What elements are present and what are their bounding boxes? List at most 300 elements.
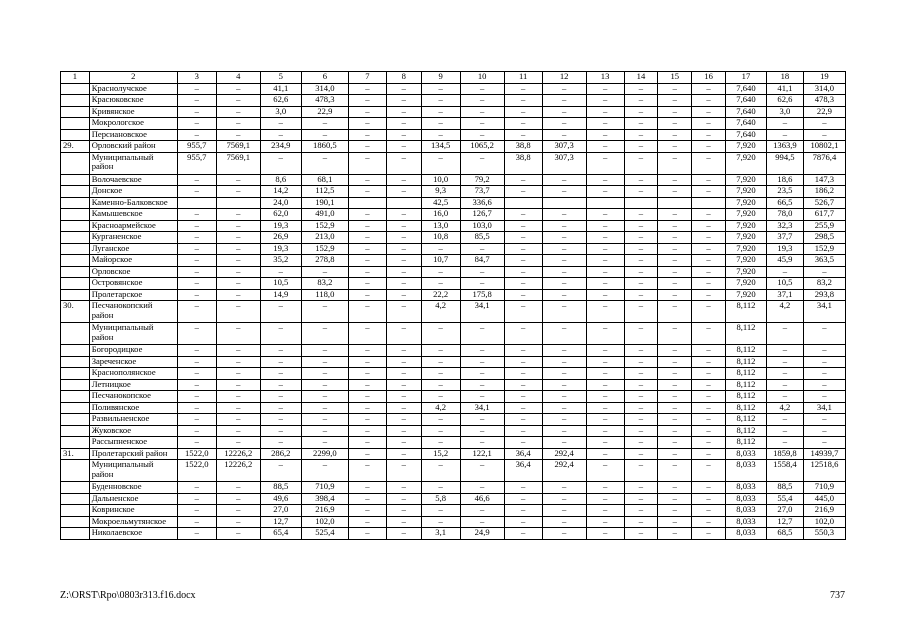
row-name: Муниципальный район <box>89 460 177 482</box>
table-cell: – <box>542 255 586 267</box>
table-cell: 10802,1 <box>803 141 845 153</box>
table-cell: – <box>586 266 624 278</box>
table-cell: – <box>586 356 624 368</box>
table-row <box>61 186 846 198</box>
table-cell: – <box>542 391 586 403</box>
table-cell: 955,7 <box>177 152 216 174</box>
table-cell: – <box>542 220 586 232</box>
table-row <box>61 243 846 255</box>
table-row <box>61 402 846 414</box>
table-cell: – <box>460 505 504 517</box>
table-cell: – <box>542 209 586 221</box>
header-cell: 7 <box>348 72 386 84</box>
table-cell: – <box>216 528 260 540</box>
table-cell: – <box>177 356 216 368</box>
row-name: Муниципальный район <box>89 323 177 345</box>
table-cell: 186,2 <box>803 186 845 198</box>
row-number <box>61 356 90 368</box>
row-number <box>61 482 90 494</box>
table-cell: 3,1 <box>421 528 460 540</box>
table-cell: – <box>692 505 726 517</box>
table-cell: – <box>177 437 216 449</box>
row-name: Курганенское <box>89 232 177 244</box>
table-cell: – <box>658 379 692 391</box>
table-cell: – <box>803 323 845 345</box>
table-cell: – <box>504 289 542 301</box>
table-cell: – <box>803 129 845 141</box>
table-cell: – <box>386 345 421 357</box>
table-cell: – <box>386 505 421 517</box>
table-cell: – <box>624 460 658 482</box>
table-cell: – <box>504 379 542 391</box>
table-cell: – <box>216 301 260 323</box>
table-cell: – <box>421 266 460 278</box>
table-cell: – <box>177 482 216 494</box>
table-cell: – <box>177 425 216 437</box>
table-cell: 83,2 <box>803 278 845 290</box>
table-cell: – <box>692 301 726 323</box>
table-row <box>61 141 846 153</box>
table-cell: – <box>542 482 586 494</box>
table-cell: – <box>386 278 421 290</box>
table-cell: – <box>348 278 386 290</box>
table-cell <box>386 197 421 209</box>
data-table <box>60 71 846 540</box>
row-name: Зареченское <box>89 356 177 368</box>
table-cell: – <box>301 301 348 323</box>
table-cell: – <box>624 482 658 494</box>
table-cell: – <box>421 118 460 130</box>
row-number <box>61 209 90 221</box>
table-cell: 8,033 <box>725 493 766 505</box>
table-cell: – <box>504 425 542 437</box>
table-cell: – <box>658 391 692 403</box>
row-number <box>61 425 90 437</box>
table-cell: – <box>348 174 386 186</box>
table-cell: – <box>386 174 421 186</box>
table-cell: 14,9 <box>260 289 301 301</box>
table-cell: – <box>586 220 624 232</box>
table-cell: – <box>658 460 692 482</box>
table-cell <box>658 197 692 209</box>
table-cell: – <box>586 174 624 186</box>
table-cell: – <box>460 118 504 130</box>
table-cell: 7,640 <box>725 106 766 118</box>
table-cell: – <box>542 356 586 368</box>
table-cell: 7,920 <box>725 186 766 198</box>
table-cell: 298,5 <box>803 232 845 244</box>
table-cell: – <box>624 437 658 449</box>
header-cell: 17 <box>725 72 766 84</box>
table-cell: – <box>177 129 216 141</box>
table-cell: – <box>386 118 421 130</box>
row-name: Николаевское <box>89 528 177 540</box>
table-cell: – <box>692 106 726 118</box>
row-number <box>61 95 90 107</box>
table-cell: – <box>586 505 624 517</box>
table-cell: – <box>386 289 421 301</box>
table-cell: – <box>658 174 692 186</box>
table-cell: 7,920 <box>725 243 766 255</box>
table-cell: – <box>216 414 260 426</box>
table-cell: – <box>177 174 216 186</box>
table-cell: 12,7 <box>260 516 301 528</box>
table-cell: 8,033 <box>725 516 766 528</box>
table-cell: – <box>504 209 542 221</box>
table-cell: 23,5 <box>766 186 803 198</box>
table-cell: – <box>460 152 504 174</box>
table-cell: 445,0 <box>803 493 845 505</box>
table-cell: – <box>460 83 504 95</box>
table-cell: 12226,2 <box>216 460 260 482</box>
table-cell: – <box>658 129 692 141</box>
table-cell: – <box>386 368 421 380</box>
table-cell: – <box>692 186 726 198</box>
row-number <box>61 278 90 290</box>
table-cell: – <box>624 129 658 141</box>
row-number <box>61 289 90 301</box>
table-cell: – <box>658 301 692 323</box>
table-cell: – <box>386 448 421 460</box>
table-cell: – <box>386 323 421 345</box>
table-cell: 37,1 <box>766 289 803 301</box>
table-cell: 7,920 <box>725 266 766 278</box>
table-cell: – <box>542 368 586 380</box>
table-cell: – <box>586 460 624 482</box>
table-cell: – <box>216 174 260 186</box>
table-cell: – <box>216 129 260 141</box>
table-cell: – <box>421 379 460 391</box>
table-cell: – <box>260 118 301 130</box>
table-cell: 8,112 <box>725 368 766 380</box>
table-cell: – <box>586 129 624 141</box>
table-cell: 7,920 <box>725 209 766 221</box>
header-cell: 12 <box>542 72 586 84</box>
table-cell: – <box>692 391 726 403</box>
table-cell: 88,5 <box>260 482 301 494</box>
table-cell: 126,7 <box>460 209 504 221</box>
table-cell: – <box>504 505 542 517</box>
table-cell: – <box>504 368 542 380</box>
table-cell: – <box>177 505 216 517</box>
table-cell: – <box>658 278 692 290</box>
table-row <box>61 356 846 368</box>
table-cell: – <box>624 174 658 186</box>
table-cell: – <box>216 437 260 449</box>
table-cell: 213,0 <box>301 232 348 244</box>
table-cell: – <box>504 278 542 290</box>
table-cell: – <box>260 356 301 368</box>
row-name: Пролетарский район <box>89 448 177 460</box>
row-number <box>61 528 90 540</box>
table-cell: – <box>542 379 586 391</box>
row-name: Летницкое <box>89 379 177 391</box>
row-number <box>61 255 90 267</box>
table-cell: – <box>624 141 658 153</box>
table-cell: 7,920 <box>725 141 766 153</box>
table-cell: 3,0 <box>260 106 301 118</box>
table-cell: – <box>348 141 386 153</box>
table-cell: – <box>542 345 586 357</box>
table-cell: – <box>421 482 460 494</box>
table-cell: – <box>216 425 260 437</box>
table-cell: 478,3 <box>803 95 845 107</box>
table-cell: – <box>386 141 421 153</box>
table-cell: – <box>421 106 460 118</box>
table-cell: – <box>348 437 386 449</box>
table-cell: – <box>586 414 624 426</box>
table-cell: – <box>658 425 692 437</box>
table-cell: – <box>586 448 624 460</box>
table-cell: 4,2 <box>766 402 803 414</box>
header-cell: 2 <box>89 72 177 84</box>
table-cell: – <box>586 186 624 198</box>
table-cell: – <box>766 379 803 391</box>
table-cell: – <box>504 186 542 198</box>
table-cell: 255,9 <box>803 220 845 232</box>
table-cell: – <box>586 255 624 267</box>
table-cell: – <box>658 402 692 414</box>
table-cell: – <box>301 379 348 391</box>
table-cell: – <box>216 379 260 391</box>
table-cell: 7,640 <box>725 118 766 130</box>
table-cell: 38,8 <box>504 152 542 174</box>
table-cell: 336,6 <box>460 197 504 209</box>
table-cell: – <box>216 106 260 118</box>
table-cell: – <box>542 243 586 255</box>
table-cell: – <box>216 345 260 357</box>
table-cell: – <box>658 220 692 232</box>
table-cell: – <box>348 402 386 414</box>
table-cell: – <box>658 83 692 95</box>
table-cell: – <box>260 345 301 357</box>
table-cell <box>586 197 624 209</box>
table-cell: – <box>658 482 692 494</box>
table-cell: – <box>542 414 586 426</box>
footer-page-number: 737 <box>830 590 845 601</box>
table-cell: – <box>692 118 726 130</box>
table-cell: – <box>504 83 542 95</box>
row-name: Ковринское <box>89 505 177 517</box>
table-cell: – <box>542 425 586 437</box>
table-cell: 37,7 <box>766 232 803 244</box>
table-cell: – <box>177 301 216 323</box>
table-cell: – <box>692 414 726 426</box>
row-number <box>61 368 90 380</box>
table-cell: – <box>216 186 260 198</box>
table-cell: – <box>766 345 803 357</box>
table-cell: – <box>586 83 624 95</box>
table-cell: – <box>348 266 386 278</box>
header-cell: 13 <box>586 72 624 84</box>
table-cell: – <box>692 437 726 449</box>
table-cell: – <box>504 232 542 244</box>
table-cell: – <box>177 255 216 267</box>
table-cell: – <box>504 129 542 141</box>
row-name: Красюковское <box>89 95 177 107</box>
table-cell: – <box>624 266 658 278</box>
table-cell: 38,8 <box>504 141 542 153</box>
table-cell: – <box>624 152 658 174</box>
table-cell: – <box>216 83 260 95</box>
table-cell: – <box>177 118 216 130</box>
table-cell: 46,6 <box>460 493 504 505</box>
table-cell: – <box>216 516 260 528</box>
table-cell: – <box>301 402 348 414</box>
table-cell: – <box>260 152 301 174</box>
table-cell: 65,4 <box>260 528 301 540</box>
table-cell: – <box>301 356 348 368</box>
table-cell: 7,920 <box>725 232 766 244</box>
table-cell: – <box>301 414 348 426</box>
table-cell: – <box>586 243 624 255</box>
table-cell: – <box>216 368 260 380</box>
table-cell: – <box>421 368 460 380</box>
table-cell: 8,112 <box>725 414 766 426</box>
table-row <box>61 255 846 267</box>
table-cell: – <box>177 323 216 345</box>
table-cell: – <box>504 414 542 426</box>
table-cell: – <box>348 493 386 505</box>
table-cell: – <box>658 266 692 278</box>
table-cell: – <box>460 437 504 449</box>
table-cell: – <box>692 493 726 505</box>
table-cell: – <box>692 220 726 232</box>
table-cell: – <box>542 505 586 517</box>
table-cell: – <box>624 106 658 118</box>
table-row <box>61 448 846 460</box>
table-cell: – <box>460 243 504 255</box>
table-cell: – <box>460 323 504 345</box>
table-cell: – <box>177 266 216 278</box>
table-cell: – <box>542 437 586 449</box>
table-cell: – <box>386 528 421 540</box>
row-number <box>61 345 90 357</box>
table-cell: 8,033 <box>725 528 766 540</box>
table-cell: – <box>504 106 542 118</box>
table-row <box>61 482 846 494</box>
table-cell: – <box>624 402 658 414</box>
table-cell: – <box>766 266 803 278</box>
table-cell: – <box>542 289 586 301</box>
table-cell: – <box>301 323 348 345</box>
table-row <box>61 118 846 130</box>
table-cell: 45,9 <box>766 255 803 267</box>
table-cell: 8,112 <box>725 379 766 391</box>
table-cell: 7569,1 <box>216 141 260 153</box>
table-cell: – <box>348 95 386 107</box>
table-cell: – <box>658 356 692 368</box>
table-cell: – <box>624 289 658 301</box>
table-cell: – <box>692 174 726 186</box>
table-cell: 14939,7 <box>803 448 845 460</box>
table-cell: 8,033 <box>725 505 766 517</box>
table-cell: – <box>504 528 542 540</box>
table-cell: – <box>624 493 658 505</box>
table-cell: – <box>624 83 658 95</box>
table-cell: – <box>386 460 421 482</box>
table-cell: – <box>348 379 386 391</box>
footer-file-path: Z:\ORST\Rpo\0803r313.f16.docx <box>60 590 196 601</box>
table-cell: 7,920 <box>725 278 766 290</box>
table-cell: – <box>460 425 504 437</box>
table-cell: – <box>586 232 624 244</box>
table-cell: – <box>460 414 504 426</box>
table-cell: 617,7 <box>803 209 845 221</box>
table-cell: – <box>421 414 460 426</box>
table-cell: – <box>421 516 460 528</box>
table-cell: – <box>624 528 658 540</box>
table-cell: – <box>386 83 421 95</box>
table-cell: 14,2 <box>260 186 301 198</box>
table-cell: 3,0 <box>766 106 803 118</box>
table-cell: – <box>803 379 845 391</box>
table-cell: 12,7 <box>766 516 803 528</box>
table-cell: 286,2 <box>260 448 301 460</box>
table-cell: – <box>542 118 586 130</box>
table-row <box>61 301 846 323</box>
table-cell: – <box>460 129 504 141</box>
table-cell: 216,9 <box>301 505 348 517</box>
row-number <box>61 174 90 186</box>
table-cell <box>692 197 726 209</box>
table-cell: – <box>348 129 386 141</box>
table-cell: – <box>504 356 542 368</box>
table-row <box>61 493 846 505</box>
table-cell: – <box>460 106 504 118</box>
table-cell: – <box>348 152 386 174</box>
table-cell: – <box>460 460 504 482</box>
table-cell: 62,6 <box>766 95 803 107</box>
table-cell: – <box>386 482 421 494</box>
table-cell: – <box>504 220 542 232</box>
table-cell: 710,9 <box>803 482 845 494</box>
table-cell: – <box>216 95 260 107</box>
table-cell <box>624 197 658 209</box>
table-cell: – <box>504 493 542 505</box>
row-name: Мокроельмутянское <box>89 516 177 528</box>
table-cell: – <box>348 301 386 323</box>
table-cell: – <box>460 278 504 290</box>
table-cell: – <box>586 323 624 345</box>
table-cell: – <box>348 106 386 118</box>
table-cell: 314,0 <box>301 83 348 95</box>
table-cell: 1522,0 <box>177 448 216 460</box>
table-cell: – <box>542 402 586 414</box>
table-cell: – <box>301 152 348 174</box>
table-cell: 134,5 <box>421 141 460 153</box>
table-cell <box>177 197 216 209</box>
table-cell: 7,640 <box>725 129 766 141</box>
table-cell: – <box>386 493 421 505</box>
table-cell: – <box>301 368 348 380</box>
table-cell: 84,7 <box>460 255 504 267</box>
table-row <box>61 232 846 244</box>
table-cell: 7,640 <box>725 95 766 107</box>
table-cell: 4,2 <box>421 301 460 323</box>
table-cell: – <box>586 345 624 357</box>
row-name: Развильненское <box>89 414 177 426</box>
table-cell: – <box>586 402 624 414</box>
table-cell: – <box>658 323 692 345</box>
header-cell: 19 <box>803 72 845 84</box>
table-cell: – <box>260 266 301 278</box>
header-cell: 18 <box>766 72 803 84</box>
table-cell: – <box>177 379 216 391</box>
table-cell: – <box>766 368 803 380</box>
table-cell: – <box>504 437 542 449</box>
row-number <box>61 243 90 255</box>
